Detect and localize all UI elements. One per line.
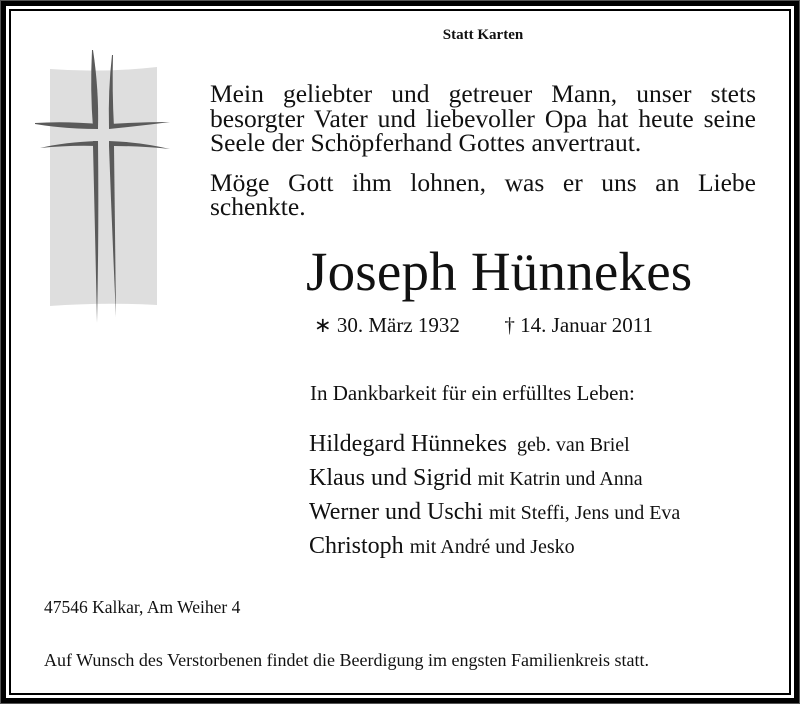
family-member-main: Klaus und Sigrid: [309, 465, 472, 491]
funeral-note: Auf Wunsch des Verstorbenen findet die Beerdigung im engsten Familienkreis statt.: [44, 650, 649, 670]
family-member-main: Werner und Uschi: [309, 499, 484, 525]
family-member-main: Christoph: [309, 533, 404, 559]
family-member: [309, 496, 680, 530]
address: 47546 Kalkar, Am Weiher 4: [44, 597, 241, 617]
intro-paragraph-1: Mein geliebter und getreuer Mann, unser stets besorgter Vater und liebevoller Opa hat heute seine Seele der Schöpferhand Gottes anvertraut.: [210, 79, 756, 157]
family-member-detail: geb. van Briel: [516, 434, 630, 456]
family-member-detail: mit Steffi, Jens und Eva: [489, 502, 681, 524]
deceased-name: Joseph Hünnekes: [306, 241, 693, 302]
death-date: 14. Januar 2011: [520, 313, 653, 337]
cross-icon: [30, 45, 180, 330]
family-member: [309, 530, 680, 564]
family-intro: In Dankbarkeit für ein erfülltes Leben:: [310, 381, 635, 405]
family-member-detail: mit André und Jesko: [409, 536, 575, 558]
family-list: [309, 428, 680, 564]
family-member: [309, 462, 680, 496]
life-dates: [314, 313, 653, 338]
family-member-detail: mit Katrin und Anna: [477, 468, 643, 490]
family-member-main: Hildegard Hünnekes: [309, 431, 507, 457]
family-member: [309, 428, 680, 462]
birth-date: 30. März 1932: [336, 313, 460, 337]
death-dagger-icon: †: [504, 313, 515, 337]
intro-text: [210, 79, 756, 221]
birth-star-icon: ∗: [314, 313, 332, 337]
statt-karten-heading: Statt Karten: [442, 27, 524, 43]
intro-paragraph-2: Möge Gott ihm lohnen, was er uns an Liebe schenkte.: [210, 167, 756, 221]
